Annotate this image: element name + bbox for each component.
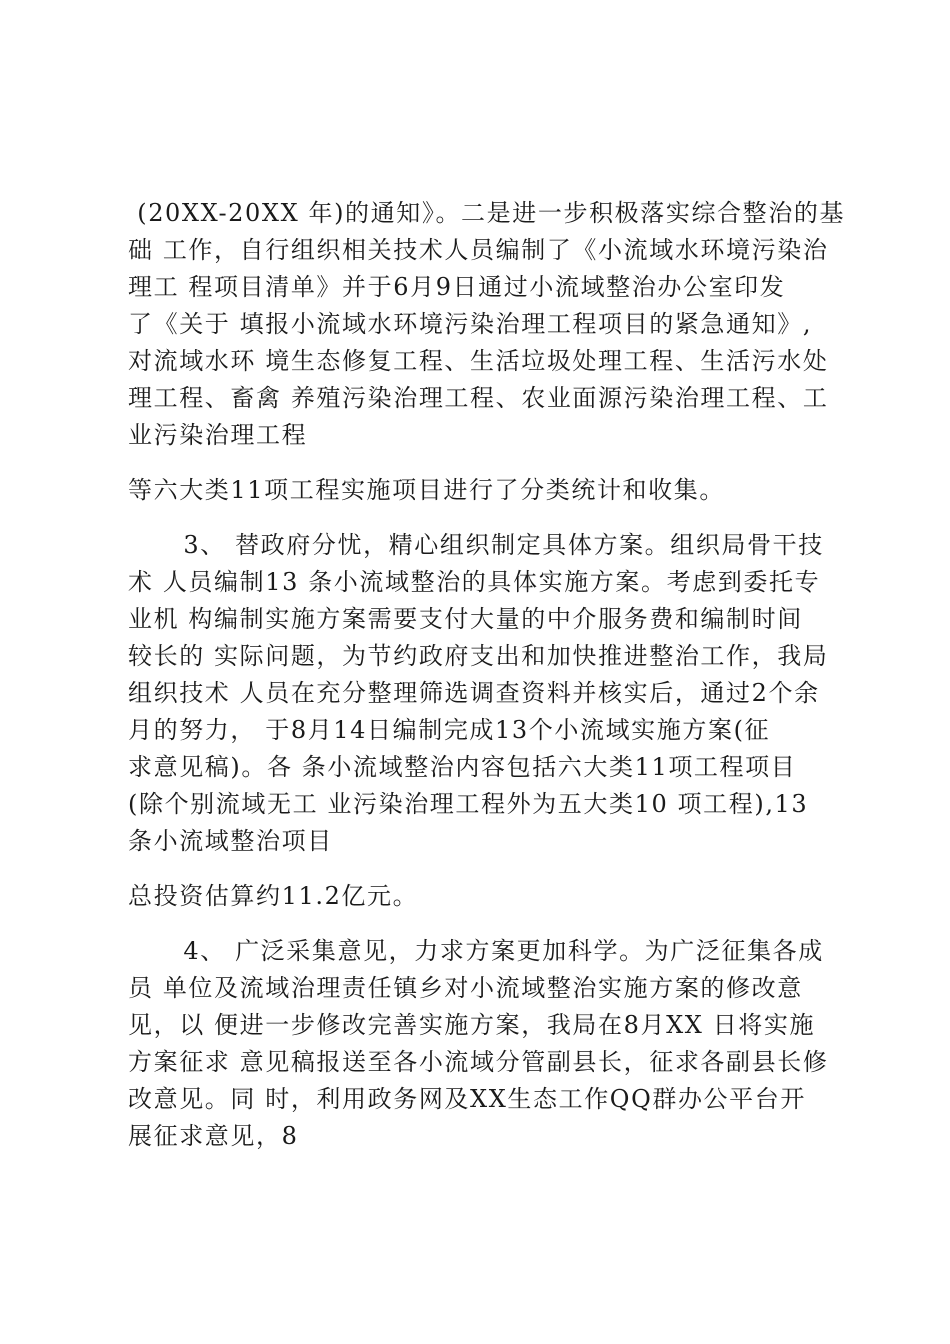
text-line: 术 人员编制13 条小流域整治的具体实施方案。考虑到委托专 (128, 568, 821, 596)
text-line: 理工程、畜禽 养殖污染治理工程、农业面源污染治理工程、工 (128, 384, 829, 412)
text-line: (20XX-20XX 年)的通知》。二是进一步积极落实综合整治的基 (128, 199, 846, 227)
text-line: 改意见。同 时，利用政务网及XX生态工作QQ群办公平台开 (128, 1085, 806, 1113)
text-line: 月的努力， 于8月14日编制完成13个小流域实施方案(征 (128, 716, 771, 744)
text-line: 础 工作，自行组织相关技术人员编制了《小流域水环境污染治 (128, 236, 829, 264)
text-line: 组织技术 人员在充分整理筛选调查资料并核实后，通过2个余 (128, 679, 820, 707)
paragraph-3-line: 3、 替政府分忧，精心组织制定具体方案。组织局骨干技 (128, 531, 824, 559)
text-line: 理工 程项目清单》并于6月9日通过小流域整治办公室印发 (128, 273, 786, 301)
text-line: 较长的 实际问题，为节约政府支出和加快推进整治工作，我局 (128, 642, 829, 670)
text-line: 员 单位及流域治理责任镇乡对小流域整治实施方案的修改意 (128, 974, 803, 1002)
text-line: 求意见稿)。各 条小流域整治内容包括六大类11项工程项目 (128, 753, 797, 781)
text-line: 对流域水环 境生态修复工程、生活垃圾处理工程、生活污水处 (128, 347, 829, 375)
text-line: 条小流域整治项目 (128, 827, 333, 855)
text-line: 总投资估算约11.2亿元。 (128, 882, 419, 910)
paragraph-4-line: 4、 广泛采集意见，力求方案更加科学。为广泛征集各成 (128, 937, 824, 965)
text-line: 见，以 便进一步修改完善实施方案，我局在8月XX 日将实施 (128, 1011, 816, 1039)
text-line: (除个别流域无工 业污染治理工程外为五大类10 项工程),13 (128, 790, 809, 818)
text-line: 展征求意见，8 (128, 1122, 299, 1150)
text-line: 方案征求 意见稿报送至各小流域分管副县长，征求各副县长修 (128, 1048, 829, 1076)
text-line: 业污染治理工程 (128, 421, 308, 449)
text-line: 等六大类11项工程实施项目进行了分类统计和收集。 (128, 476, 725, 504)
text-line: 业机 构编制实施方案需要支付大量的中介服务费和编制时间 (128, 605, 803, 633)
text-line: 了《关于 填报小流域水环境污染治理工程项目的紧急通知》, (128, 310, 813, 338)
